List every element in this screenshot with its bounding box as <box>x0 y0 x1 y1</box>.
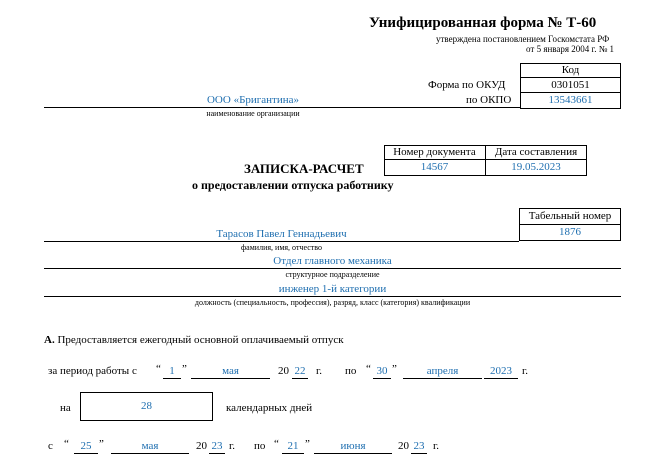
from-day: 1 <box>169 365 175 377</box>
start-year-prefix: 20 <box>196 440 207 452</box>
full-name-caption: фамилия, имя, отчество <box>241 243 322 252</box>
document-date-label: Дата составления <box>494 146 578 158</box>
end-day-underline <box>282 453 304 454</box>
tab-number-label: Табельный номер <box>528 210 612 222</box>
from-year-abbr: г. <box>316 365 323 377</box>
start-quote-open: “ <box>64 438 69 450</box>
organization-name: ООО «Бригантина» <box>206 94 300 106</box>
okpo-value: 13543661 <box>548 94 593 106</box>
okud-value: 0301051 <box>551 79 590 91</box>
end-year-suffix: 23 <box>413 440 425 452</box>
start-year-underline <box>209 453 225 454</box>
to-month: апреля <box>426 365 459 377</box>
to-day: 30 <box>376 365 388 377</box>
document-date-value: 19.05.2023 <box>511 161 561 173</box>
period-prefix: за период работы с <box>48 365 137 377</box>
document-title: ЗАПИСКА-РАСЧЕТ <box>244 161 364 176</box>
from-year-prefix: 20 <box>278 365 289 377</box>
full-name-underline <box>44 241 519 242</box>
document-number-value: 14567 <box>420 161 449 173</box>
end-quote-close: ” <box>305 438 310 450</box>
section-a-text: Предоставляется ежегодный основной оплачиваемый отпуск <box>57 334 344 346</box>
leave-s: с <box>48 440 53 452</box>
from-quote-open: “ <box>156 363 161 375</box>
from-year-suffix: 22 <box>294 365 306 377</box>
tab-number-value: 1876 <box>559 226 581 238</box>
organization-underline <box>44 107 520 108</box>
approved-line-1: утверждена постановлением Госкомстата РФ <box>436 34 610 44</box>
to-year-underline <box>484 378 518 379</box>
start-quote-close: ” <box>99 438 104 450</box>
document-number-label: Номер документа <box>393 146 476 158</box>
from-day-underline <box>163 378 181 379</box>
start-year-suffix: 23 <box>211 440 223 452</box>
form-title: Унифицированная форма № Т-60 <box>369 15 597 31</box>
start-day-underline <box>74 453 98 454</box>
code-label: Код <box>561 64 580 76</box>
from-year-underline <box>292 378 308 379</box>
section-a-heading <box>44 334 344 346</box>
employee-department: Отдел главного механика <box>273 255 392 267</box>
days-count: 28 <box>141 400 152 412</box>
employee-position: инженер 1-й категории <box>278 283 387 295</box>
start-month: мая <box>141 440 159 452</box>
okpo-label: по ОКПО <box>466 94 512 106</box>
start-year-abbr: г. <box>229 440 236 452</box>
okud-label: Форма по ОКУД <box>428 79 506 91</box>
end-year-underline <box>411 453 427 454</box>
to-year-abbr: г. <box>522 365 529 377</box>
start-day: 25 <box>80 440 92 452</box>
section-a-letter: А. <box>44 334 55 346</box>
end-quote-open: “ <box>274 438 279 450</box>
to-month-underline <box>403 378 482 379</box>
document-subtitle: о предоставлении отпуска работнику <box>192 178 394 192</box>
approved-line-2: от 5 января 2004 г. № 1 <box>526 44 615 54</box>
from-month-underline <box>191 378 270 379</box>
end-year-abbr: г. <box>433 440 440 452</box>
period-po: по <box>345 365 357 377</box>
to-year: 2023 <box>490 365 512 377</box>
organization-caption: наименование организации <box>206 109 300 118</box>
to-quote-open: “ <box>366 363 371 375</box>
to-day-underline <box>373 378 391 379</box>
from-quote-close: ” <box>182 363 187 375</box>
end-month-underline <box>314 453 392 454</box>
end-day: 21 <box>287 440 299 452</box>
leave-po: по <box>254 440 266 452</box>
days-na: на <box>60 402 71 414</box>
position-underline <box>44 296 621 297</box>
start-month-underline <box>111 453 189 454</box>
days-label: календарных дней <box>226 402 313 414</box>
end-month: июня <box>340 440 366 452</box>
position-caption: должность (специальность, профессия), разряд, класс (категория) квалификации <box>194 298 471 307</box>
department-underline <box>44 268 621 269</box>
employee-full-name: Тарасов Павел Геннадьевич <box>216 228 347 240</box>
from-month: мая <box>222 365 239 377</box>
to-quote-close: ” <box>392 363 397 375</box>
end-year-prefix: 20 <box>398 440 409 452</box>
department-caption: структурное подразделение <box>285 270 380 279</box>
